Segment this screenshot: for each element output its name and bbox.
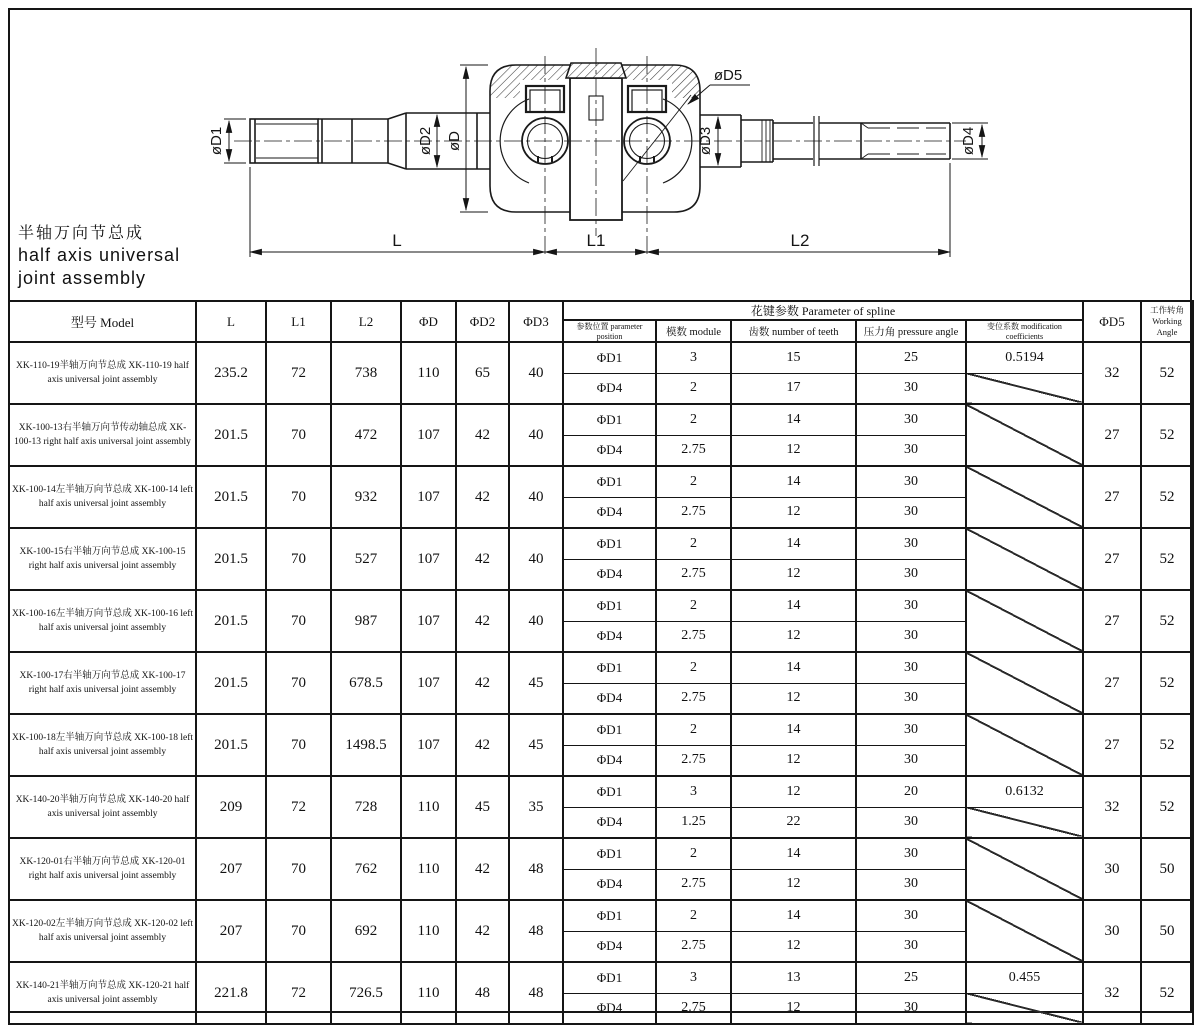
header-teeth: 齿数 number of teeth bbox=[731, 320, 856, 342]
working-angle-cell: 52 bbox=[1141, 528, 1193, 590]
dim-L-cell: 207 bbox=[196, 900, 266, 962]
model-cell: XK-100-18左半轴万向节总成 XK-100-18 left half axis universal joint assembly bbox=[9, 714, 196, 776]
dim-D-cell: 107 bbox=[401, 404, 456, 466]
spline-coeff-na-cell bbox=[966, 993, 1083, 1024]
spline-angle-cell: 30 bbox=[856, 807, 966, 838]
dim-L1-cell: 70 bbox=[266, 838, 331, 900]
working-angle-cell: 52 bbox=[1141, 652, 1193, 714]
spline-angle-cell: 30 bbox=[856, 993, 966, 1024]
dim-D5-cell: 27 bbox=[1083, 590, 1141, 652]
dim-L1-cell: 70 bbox=[266, 652, 331, 714]
spline-module-cell: 2 bbox=[656, 466, 731, 497]
spline-angle-cell: 30 bbox=[856, 900, 966, 931]
title-chinese: 半轴万向节总成 bbox=[18, 224, 180, 244]
spline-teeth-cell: 13 bbox=[731, 962, 856, 993]
dim-L-cell: 201.5 bbox=[196, 466, 266, 528]
dim-D-cell: 107 bbox=[401, 528, 456, 590]
dim-L-cell: 201.5 bbox=[196, 404, 266, 466]
dim-D3-cell: 40 bbox=[509, 590, 563, 652]
spline-position-cell: ΦD4 bbox=[563, 435, 656, 466]
header-working-angle-cn: 工作转角 bbox=[1144, 305, 1190, 316]
spline-coeff-na-cell bbox=[966, 900, 1083, 962]
table-row bbox=[9, 962, 1193, 993]
dim-L2-cell: 987 bbox=[331, 590, 401, 652]
label-d5: øD5 bbox=[714, 67, 742, 84]
dim-L-cell: 235.2 bbox=[196, 342, 266, 404]
spline-position-cell: ΦD4 bbox=[563, 869, 656, 900]
header-D2: ΦD2 bbox=[456, 301, 509, 342]
spline-position-cell: ΦD1 bbox=[563, 962, 656, 993]
working-angle-cell: 52 bbox=[1141, 962, 1193, 1024]
spline-coeff-cell: 0.5194 bbox=[966, 342, 1083, 373]
dim-D2-cell: 42 bbox=[456, 900, 509, 962]
table-row bbox=[9, 528, 1193, 559]
header-working-angle-en: Working Angle bbox=[1144, 316, 1190, 338]
spec-table-body bbox=[9, 342, 1193, 1024]
spline-angle-cell: 30 bbox=[856, 621, 966, 652]
spline-position-cell: ΦD4 bbox=[563, 373, 656, 404]
spline-teeth-cell: 12 bbox=[731, 559, 856, 590]
table-row bbox=[9, 714, 1193, 745]
dim-D3-cell: 48 bbox=[509, 962, 563, 1024]
spline-position-cell: ΦD1 bbox=[563, 590, 656, 621]
dim-D2-cell: 45 bbox=[456, 776, 509, 838]
spline-angle-cell: 30 bbox=[856, 497, 966, 528]
spline-teeth-cell: 12 bbox=[731, 993, 856, 1024]
spline-position-cell: ΦD1 bbox=[563, 528, 656, 559]
table-row bbox=[9, 900, 1193, 931]
dim-D3-cell: 40 bbox=[509, 466, 563, 528]
dim-D2-cell: 42 bbox=[456, 652, 509, 714]
spline-angle-cell: 30 bbox=[856, 590, 966, 621]
dim-L2-cell: 527 bbox=[331, 528, 401, 590]
dim-L-cell: 209 bbox=[196, 776, 266, 838]
dim-D5-cell: 30 bbox=[1083, 838, 1141, 900]
label-d: øD bbox=[446, 131, 463, 151]
spline-teeth-cell: 12 bbox=[731, 621, 856, 652]
spline-module-cell: 2.75 bbox=[656, 683, 731, 714]
spline-module-cell: 2.75 bbox=[656, 931, 731, 962]
header-spline-group: 花键参数 Parameter of spline bbox=[563, 301, 1083, 320]
dim-L1-cell: 72 bbox=[266, 342, 331, 404]
spline-position-cell: ΦD1 bbox=[563, 404, 656, 435]
spline-teeth-cell: 12 bbox=[731, 497, 856, 528]
spline-angle-cell: 30 bbox=[856, 838, 966, 869]
header-D: ΦD bbox=[401, 301, 456, 342]
working-angle-cell: 52 bbox=[1141, 466, 1193, 528]
spline-angle-cell: 30 bbox=[856, 683, 966, 714]
spline-module-cell: 2.75 bbox=[656, 621, 731, 652]
working-angle-cell: 52 bbox=[1141, 404, 1193, 466]
spline-coeff-cell: 0.455 bbox=[966, 962, 1083, 993]
spline-teeth-cell: 14 bbox=[731, 528, 856, 559]
dim-D-cell: 110 bbox=[401, 342, 456, 404]
spline-coeff-na-cell bbox=[966, 714, 1083, 776]
label-d2: øD2 bbox=[417, 127, 434, 155]
spline-coeff-na-cell bbox=[966, 807, 1083, 838]
spline-module-cell: 2.75 bbox=[656, 993, 731, 1024]
spline-angle-cell: 30 bbox=[856, 404, 966, 435]
dim-L1-cell: 70 bbox=[266, 714, 331, 776]
table-row bbox=[9, 404, 1193, 435]
spline-position-cell: ΦD4 bbox=[563, 931, 656, 962]
spline-angle-cell: 30 bbox=[856, 652, 966, 683]
spline-angle-cell: 30 bbox=[856, 373, 966, 404]
dim-D5-cell: 27 bbox=[1083, 466, 1141, 528]
spline-teeth-cell: 14 bbox=[731, 466, 856, 497]
spline-module-cell: 3 bbox=[656, 776, 731, 807]
header-L: L bbox=[196, 301, 266, 342]
spline-position-cell: ΦD1 bbox=[563, 900, 656, 931]
dim-D2-cell: 42 bbox=[456, 714, 509, 776]
dim-L-cell: 207 bbox=[196, 838, 266, 900]
working-angle-cell: 52 bbox=[1141, 714, 1193, 776]
spline-teeth-cell: 12 bbox=[731, 745, 856, 776]
spline-angle-cell: 30 bbox=[856, 435, 966, 466]
joint-body bbox=[490, 63, 700, 220]
dim-D5-cell: 27 bbox=[1083, 714, 1141, 776]
spline-teeth-cell: 15 bbox=[731, 342, 856, 373]
dim-D2-cell: 65 bbox=[456, 342, 509, 404]
spline-position-cell: ΦD4 bbox=[563, 621, 656, 652]
spline-angle-cell: 30 bbox=[856, 559, 966, 590]
spline-position-cell: ΦD4 bbox=[563, 559, 656, 590]
dim-D-cell: 110 bbox=[401, 776, 456, 838]
spline-module-cell: 2.75 bbox=[656, 435, 731, 466]
dim-D5-cell: 32 bbox=[1083, 962, 1141, 1024]
header-L2: L2 bbox=[331, 301, 401, 342]
working-angle-cell: 50 bbox=[1141, 838, 1193, 900]
dim-D3-cell: 35 bbox=[509, 776, 563, 838]
spline-module-cell: 2 bbox=[656, 838, 731, 869]
header-mod-coeff: 变位系数 modification coefficients bbox=[966, 320, 1083, 342]
dim-L-cell: 221.8 bbox=[196, 962, 266, 1024]
dim-L2-cell: 1498.5 bbox=[331, 714, 401, 776]
working-angle-cell: 52 bbox=[1141, 342, 1193, 404]
spline-module-cell: 2 bbox=[656, 528, 731, 559]
spline-teeth-cell: 14 bbox=[731, 590, 856, 621]
spline-coeff-na-cell bbox=[966, 590, 1083, 652]
spline-position-cell: ΦD4 bbox=[563, 497, 656, 528]
spec-table bbox=[8, 300, 1194, 1025]
model-cell: XK-120-02左半轴万向节总成 XK-120-02 left half axis universal joint assembly bbox=[9, 900, 196, 962]
dim-D2-cell: 48 bbox=[456, 962, 509, 1024]
spline-module-cell: 2 bbox=[656, 590, 731, 621]
spline-angle-cell: 25 bbox=[856, 342, 966, 373]
header-param-position: 参数位置 parameter position bbox=[563, 320, 656, 342]
working-angle-cell: 52 bbox=[1141, 776, 1193, 838]
spline-position-cell: ΦD4 bbox=[563, 993, 656, 1024]
title-english-line2: joint assembly bbox=[18, 267, 180, 290]
dim-D3-cell: 45 bbox=[509, 714, 563, 776]
label-L: L bbox=[392, 231, 401, 250]
dim-L-cell: 201.5 bbox=[196, 528, 266, 590]
spline-teeth-cell: 12 bbox=[731, 435, 856, 466]
spline-module-cell: 2.75 bbox=[656, 559, 731, 590]
model-cell: XK-100-16左半轴万向节总成 XK-100-16 left half axis universal joint assembly bbox=[9, 590, 196, 652]
dim-D-cell: 110 bbox=[401, 900, 456, 962]
table-row bbox=[9, 590, 1193, 621]
spline-angle-cell: 20 bbox=[856, 776, 966, 807]
spline-module-cell: 3 bbox=[656, 342, 731, 373]
dim-L2-cell: 728 bbox=[331, 776, 401, 838]
spline-teeth-cell: 14 bbox=[731, 652, 856, 683]
dim-L2-cell: 678.5 bbox=[331, 652, 401, 714]
spline-teeth-cell: 22 bbox=[731, 807, 856, 838]
spline-angle-cell: 30 bbox=[856, 869, 966, 900]
dim-L1-cell: 70 bbox=[266, 404, 331, 466]
spline-angle-cell: 30 bbox=[856, 745, 966, 776]
dim-D-cell: 107 bbox=[401, 466, 456, 528]
working-angle-cell: 52 bbox=[1141, 590, 1193, 652]
title-block bbox=[18, 224, 180, 289]
spline-module-cell: 2.75 bbox=[656, 497, 731, 528]
dim-D2-cell: 42 bbox=[456, 404, 509, 466]
spline-teeth-cell: 14 bbox=[731, 900, 856, 931]
model-cell: XK-100-13右半轴万向节传动轴总成 XK-100-13 right half axis universal joint assembly bbox=[9, 404, 196, 466]
dim-L1-cell: 72 bbox=[266, 776, 331, 838]
spline-teeth-cell: 17 bbox=[731, 373, 856, 404]
spline-position-cell: ΦD4 bbox=[563, 807, 656, 838]
header-L1: L1 bbox=[266, 301, 331, 342]
dim-D3-cell: 40 bbox=[509, 404, 563, 466]
header-D5: ΦD5 bbox=[1083, 301, 1141, 342]
spline-position-cell: ΦD1 bbox=[563, 342, 656, 373]
spline-module-cell: 2 bbox=[656, 404, 731, 435]
model-cell: XK-140-20半轴万向节总成 XK-140-20 half axis universal joint assembly bbox=[9, 776, 196, 838]
title-english-line1: half axis universal bbox=[18, 244, 180, 267]
spline-teeth-cell: 12 bbox=[731, 683, 856, 714]
header-D3: ΦD3 bbox=[509, 301, 563, 342]
header-model: 型号 Model bbox=[9, 301, 196, 342]
spline-coeff-cell: 0.6132 bbox=[966, 776, 1083, 807]
spline-coeff-na-cell bbox=[966, 404, 1083, 466]
dim-L2-cell: 472 bbox=[331, 404, 401, 466]
spline-module-cell: 2 bbox=[656, 652, 731, 683]
dim-L2-cell: 738 bbox=[331, 342, 401, 404]
spline-position-cell: ΦD4 bbox=[563, 745, 656, 776]
model-cell: XK-120-01右半轴万向节总成 XK-120-01 right half axis universal joint assembly bbox=[9, 838, 196, 900]
dim-L2-cell: 932 bbox=[331, 466, 401, 528]
dim-D-cell: 110 bbox=[401, 838, 456, 900]
spline-position-cell: ΦD1 bbox=[563, 776, 656, 807]
dim-D3-cell: 45 bbox=[509, 652, 563, 714]
model-cell: XK-100-15右半轴万向节总成 XK-100-15 right half axis universal joint assembly bbox=[9, 528, 196, 590]
spline-module-cell: 2 bbox=[656, 714, 731, 745]
spline-module-cell: 2 bbox=[656, 900, 731, 931]
spline-module-cell: 3 bbox=[656, 962, 731, 993]
dim-D5-cell: 30 bbox=[1083, 900, 1141, 962]
header-working-angle bbox=[1141, 301, 1193, 342]
spline-coeff-na-cell bbox=[966, 373, 1083, 404]
dim-L1-cell: 70 bbox=[266, 900, 331, 962]
table-row bbox=[9, 838, 1193, 869]
dim-D5-cell: 27 bbox=[1083, 404, 1141, 466]
dim-D3-cell: 40 bbox=[509, 342, 563, 404]
spline-angle-cell: 30 bbox=[856, 528, 966, 559]
spline-position-cell: ΦD1 bbox=[563, 838, 656, 869]
spline-angle-cell: 30 bbox=[856, 466, 966, 497]
spline-teeth-cell: 12 bbox=[731, 931, 856, 962]
spline-position-cell: ΦD1 bbox=[563, 714, 656, 745]
spline-position-cell: ΦD1 bbox=[563, 466, 656, 497]
dim-D3-cell: 48 bbox=[509, 900, 563, 962]
spline-position-cell: ΦD1 bbox=[563, 652, 656, 683]
dim-L1-cell: 70 bbox=[266, 528, 331, 590]
spline-angle-cell: 30 bbox=[856, 931, 966, 962]
dim-D5-cell: 32 bbox=[1083, 342, 1141, 404]
spline-teeth-cell: 12 bbox=[731, 869, 856, 900]
model-cell: XK-140-21半轴万向节总成 XK-120-21 half axis universal joint assembly bbox=[9, 962, 196, 1024]
label-L1: L1 bbox=[587, 231, 606, 250]
spline-teeth-cell: 12 bbox=[731, 776, 856, 807]
dim-L2-cell: 692 bbox=[331, 900, 401, 962]
dim-L-cell: 201.5 bbox=[196, 590, 266, 652]
header-module: 模数 module bbox=[656, 320, 731, 342]
table-row bbox=[9, 652, 1193, 683]
table-row bbox=[9, 466, 1193, 497]
dim-L-cell: 201.5 bbox=[196, 714, 266, 776]
dim-D2-cell: 42 bbox=[456, 528, 509, 590]
model-cell: XK-110-19半轴万向节总成 XK-110-19 half axis universal joint assembly bbox=[9, 342, 196, 404]
spline-teeth-cell: 14 bbox=[731, 838, 856, 869]
dim-L1-cell: 70 bbox=[266, 590, 331, 652]
dim-D3-cell: 48 bbox=[509, 838, 563, 900]
dim-D-cell: 107 bbox=[401, 652, 456, 714]
spline-coeff-na-cell bbox=[966, 838, 1083, 900]
dim-D-cell: 110 bbox=[401, 962, 456, 1024]
label-d4: øD4 bbox=[960, 127, 977, 155]
dim-D5-cell: 27 bbox=[1083, 652, 1141, 714]
dim-L1-cell: 70 bbox=[266, 466, 331, 528]
working-angle-cell: 50 bbox=[1141, 900, 1193, 962]
dim-D-cell: 107 bbox=[401, 590, 456, 652]
dim-D3-cell: 40 bbox=[509, 528, 563, 590]
table-row bbox=[9, 776, 1193, 807]
dim-D5-cell: 27 bbox=[1083, 528, 1141, 590]
dim-D-cell: 107 bbox=[401, 714, 456, 776]
label-d1: øD1 bbox=[208, 127, 225, 155]
dim-L2-cell: 726.5 bbox=[331, 962, 401, 1024]
spline-coeff-na-cell bbox=[966, 466, 1083, 528]
spline-coeff-na-cell bbox=[966, 652, 1083, 714]
spline-module-cell: 2 bbox=[656, 373, 731, 404]
spline-coeff-na-cell bbox=[966, 528, 1083, 590]
spline-module-cell: 2.75 bbox=[656, 869, 731, 900]
dim-L-cell: 201.5 bbox=[196, 652, 266, 714]
dim-D2-cell: 42 bbox=[456, 838, 509, 900]
spline-module-cell: 2.75 bbox=[656, 745, 731, 776]
table-row bbox=[9, 342, 1193, 373]
spline-angle-cell: 25 bbox=[856, 962, 966, 993]
dim-L2-cell: 762 bbox=[331, 838, 401, 900]
spline-position-cell: ΦD4 bbox=[563, 683, 656, 714]
dim-D2-cell: 42 bbox=[456, 590, 509, 652]
label-L2: L2 bbox=[791, 231, 810, 250]
label-d3: øD3 bbox=[697, 127, 714, 155]
spline-teeth-cell: 14 bbox=[731, 404, 856, 435]
spline-module-cell: 1.25 bbox=[656, 807, 731, 838]
dim-L1-cell: 72 bbox=[266, 962, 331, 1024]
dim-D2-cell: 42 bbox=[456, 466, 509, 528]
model-cell: XK-100-17右半轴万向节总成 XK-100-17 right half axis universal joint assembly bbox=[9, 652, 196, 714]
spline-angle-cell: 30 bbox=[856, 714, 966, 745]
spline-teeth-cell: 14 bbox=[731, 714, 856, 745]
dim-D5-cell: 32 bbox=[1083, 776, 1141, 838]
header-pressure-angle: 压力角 pressure angle bbox=[856, 320, 966, 342]
model-cell: XK-100-14左半轴万向节总成 XK-100-14 left half axis universal joint assembly bbox=[9, 466, 196, 528]
